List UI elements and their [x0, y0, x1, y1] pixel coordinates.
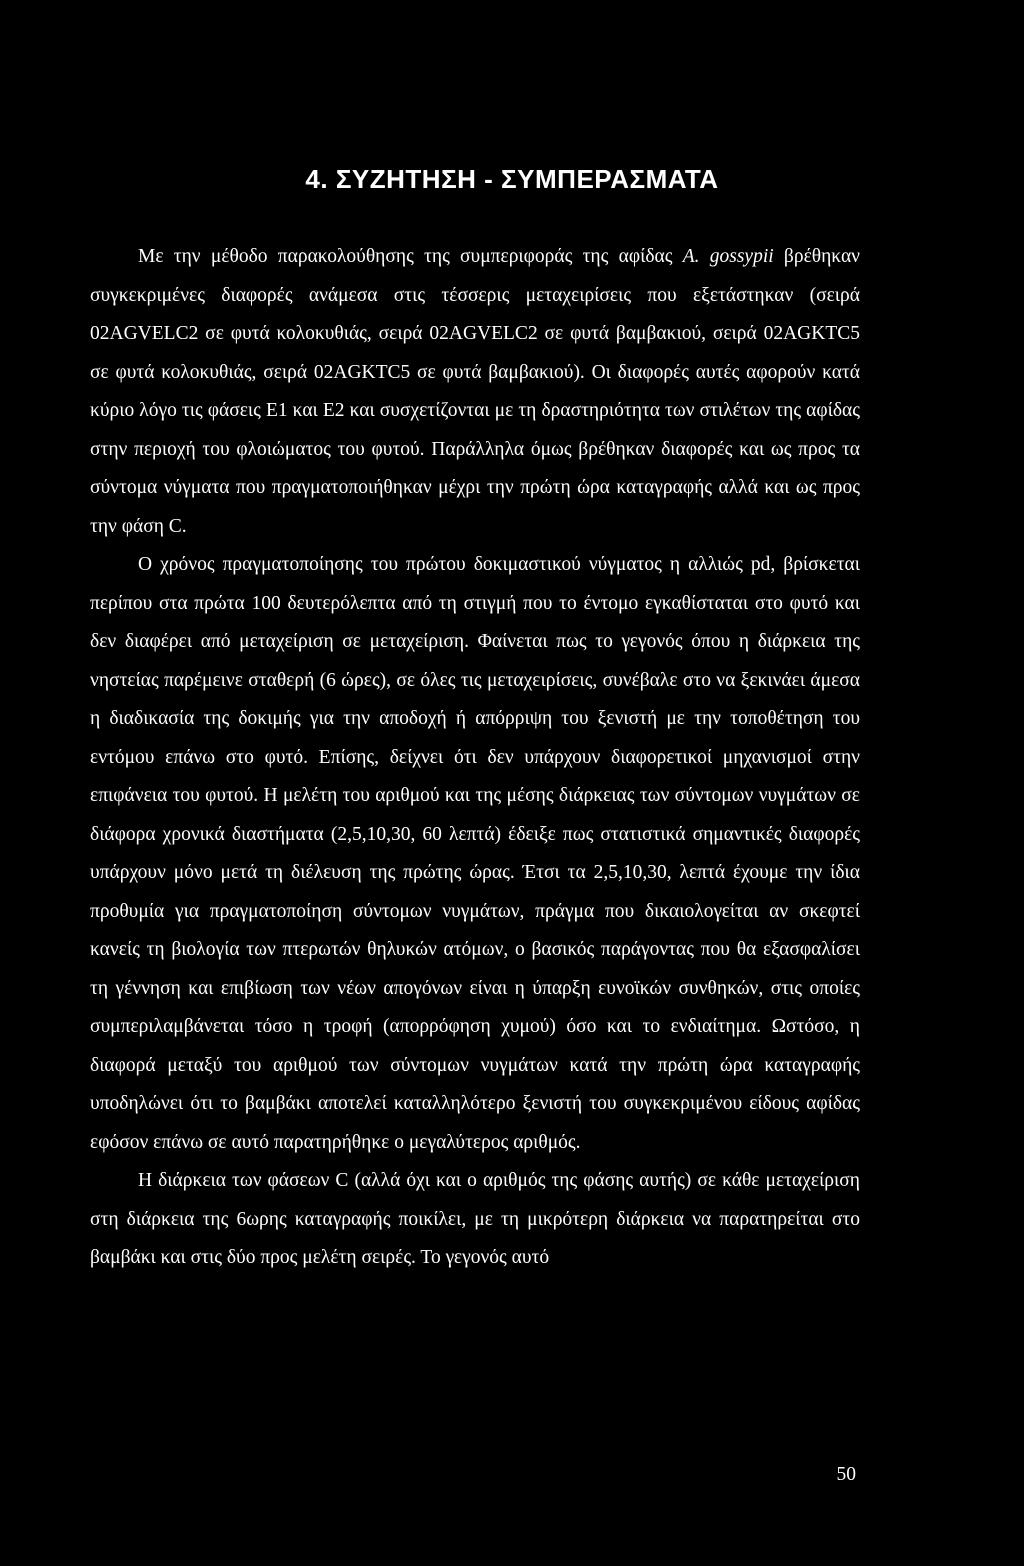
paragraph-1 [90, 238, 860, 546]
paragraph-1-text-start: Με την μέθοδο παρακολούθησης της συμπεριφοράς της αφίδας [138, 246, 683, 267]
paragraph-3-text: Η διάρκεια των φάσεων C (αλλά όχι και ο αριθμός της φάσης αυτής) σε κάθε μεταχείριση στη διάρκεια της 6ωρης καταγραφής ποικίλει, με τη μικρότερη διάρκεια να παρατηρείται στο βαμβάκι και στις δύο προς μελέτη σειρές. Το γεγονός αυτό [90, 1170, 860, 1268]
paragraph-2-text: Ο χρόνος πραγματοποίησης του πρώτου δοκιμαστικού νύγματος η αλλιώς pd, βρίσκεται περίπου στα πρώτα 100 δευτερόλεπτα από τη στιγμή που το έντομο εγκαθίσταται στο φυτό και δεν διαφέρει από μεταχείριση σε μεταχείριση. Φαίνεται πως το γεγονός όπου η διάρκεια της νηστείας παρέμεινε σταθερή (6 ώρες), σε όλες τις μεταχειρίσεις, συνέβαλε στο να ξεκινάει άμεσα η διαδικασία της δοκιμής για την αποδοχή ή απόρριψη του ξενιστή με την τοποθέτηση του εντόμου επάνω στο φυτό. Επίσης, δείχνει ότι δεν υπάρχουν διαφορετικοί μηχανισμοί στην επιφάνεια του φυτού. Η μελέτη του αριθμού και της μέσης διάρκειας των σύντομων νυγμάτων σε διάφορα χρονικά διαστήματα (2,5,10,30, 60 λεπτά) έδειξε πως στατιστικά σημαντικές διαφορές υπάρχουν μόνο μετά τη διέλευση της πρώτης ώρας. Έτσι τα 2,5,10,30, λεπτά έχουμε την ίδια προθυμία για πραγματοποίηση σύντομων νυγμάτων, πράγμα που δικαιολογείται αν σκεφτεί κανείς τη βιολογία των πτερωτών θηλυκών ατόμων, ο βασικός παράγοντας που θα εξασφαλίσει τη γέννηση και επιβίωση των νέων απογόνων είναι η ύπαρξη ευνοϊκών συνθηκών, στις οποίες συμπεριλαμβάνεται τόσο η τροφή (απορρόφηση χυμού) όσο και το ενδιαίτημα. Ωστόσο, η διαφορά μεταξύ του αριθμού των σύντομων νυγμάτων κατά την πρώτη ώρα καταγραφής υποδηλώνει ότι το βαμβάκι αποτελεί καταλληλότερο ξενιστή του συγκεκριμένου είδους αφίδας εφόσον επάνω σε αυτό παρατηρήθηκε ο μεγαλύτερος αριθμός. [90, 554, 860, 1153]
species-name: A. gossypii [682, 246, 774, 267]
section-heading: 4. ΣΥΖΗΤΗΣΗ - ΣΥΜΠΕΡΑΣΜΑΤΑ [305, 164, 719, 194]
paragraph-1-text-rest: βρέθηκαν συγκεκριμένες διαφορές ανάμεσα στις τέσσερις μεταχειρίσεις που εξετάστηκαν (σειρά 02AGVELC2 σε φυτά κολοκυθιάς, σειρά 02AGVELC2 σε φυτά βαμβακιού, σειρά 02AGKTC5 σε φυτά κολοκυθιάς, σειρά 02AGKTC5 σε φυτά βαμβακιού). Οι διαφορές αυτές αφορούν κατά κύριο λόγο τις φάσεις E1 και E2 και συσχετίζονται με τη δραστηριότητα των στιλέτων της αφίδας στην περιοχή του φλοιώματος του φυτού. Παράλληλα όμως βρέθηκαν διαφορές και ως προς τα σύντομα νύγματα που πραγματοποιήθηκαν μέχρι την πρώτη ώρα καταγραφής αλλά και ως προς την φάση C. [90, 246, 860, 537]
page-number: 50 [836, 1464, 856, 1485]
paragraph-3 [90, 1162, 860, 1278]
paragraph-2 [90, 546, 860, 1162]
